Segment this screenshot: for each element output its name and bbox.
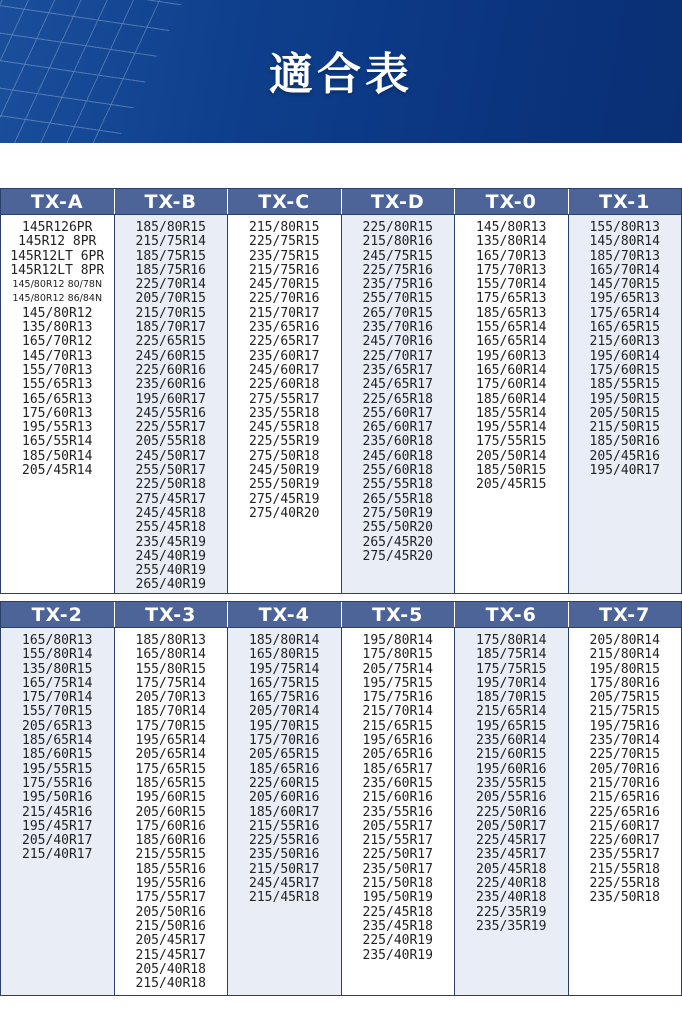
tire-size: 185/60R14 — [476, 391, 547, 407]
tire-size: 225/50R16 — [476, 804, 547, 820]
tire-size: 225/45R18 — [362, 904, 433, 920]
tire-size: 185/80R15 — [135, 220, 206, 235]
tire-size: 195/80R15 — [589, 661, 660, 677]
tire-size: 235/55R18 — [249, 405, 320, 421]
size-list-cell — [341, 628, 455, 996]
tire-size: 165/65R15 — [589, 320, 660, 336]
tire-size: 165/65R14 — [476, 334, 547, 350]
tire-size: 155/80R13 — [589, 220, 660, 235]
tire-size: 175/60R15 — [589, 362, 660, 378]
tire-size: 165/65R13 — [22, 391, 93, 407]
tire-size: 165/80R13 — [22, 633, 93, 648]
tire-size: 185/55R15 — [589, 377, 660, 393]
tire-size: 185/55R14 — [476, 405, 547, 421]
tire-size: 195/50R16 — [22, 790, 93, 806]
column-header: TX-C — [228, 189, 342, 215]
column-header: TX-7 — [568, 602, 682, 628]
tire-size: 245/60R17 — [249, 362, 320, 378]
size-list-cell — [1, 215, 115, 594]
tire-size: 205/50R17 — [476, 818, 547, 834]
tire-size: 265/45R20 — [362, 534, 433, 550]
column-header: TX-4 — [228, 602, 342, 628]
tire-size: 225/55R16 — [249, 833, 320, 849]
tire-size: 215/65R15 — [362, 718, 433, 734]
tire-size: 175/70R14 — [22, 690, 93, 706]
tire-size: 225/50R18 — [135, 477, 206, 493]
size-list-cell — [114, 215, 228, 594]
tire-size: 145R12LT 6PR — [10, 248, 105, 264]
tire-size: 195/50R15 — [589, 391, 660, 407]
tire-size: 195/60R16 — [476, 761, 547, 777]
tire-size: 145/80R13 — [476, 220, 547, 235]
tire-size: 155/65R14 — [476, 320, 547, 336]
tire-size: 245/55R16 — [135, 405, 206, 421]
tire-size: 205/60R16 — [249, 790, 320, 806]
tire-size: 215/40R18 — [135, 976, 206, 992]
tire-size: 225/55R19 — [249, 434, 320, 450]
tire-size: 255/55R18 — [362, 477, 433, 493]
tire-size: 195/70R14 — [476, 675, 547, 691]
tire-size: 215/50R16 — [135, 918, 206, 934]
tire-size: 205/75R14 — [362, 661, 433, 677]
tire-size: 235/55R15 — [476, 775, 547, 791]
tire-size: 155/80R14 — [22, 647, 93, 663]
tire-size: 205/50R16 — [135, 904, 206, 920]
tire-size: 185/65R13 — [476, 305, 547, 321]
tire-size: 225/60R17 — [589, 833, 660, 849]
tire-size: 185/80R13 — [135, 633, 206, 648]
tire-size: 175/55R15 — [476, 434, 547, 450]
tire-size: 225/60R15 — [249, 775, 320, 791]
tire-size: 145/80R12 86/84N — [12, 293, 103, 305]
tire-size: 165/80R14 — [135, 647, 206, 663]
tire-size: 215/60R16 — [362, 790, 433, 806]
tire-size: 135/80R14 — [476, 234, 547, 250]
tire-size: 165/75R16 — [249, 690, 320, 706]
tire-size: 235/45R18 — [362, 918, 433, 934]
tire-size: 235/60R18 — [362, 434, 433, 450]
tire-size: 215/70R15 — [135, 305, 206, 321]
tire-size: 225/40R19 — [362, 933, 433, 949]
tire-size: 235/40R19 — [362, 947, 433, 963]
tire-size: 235/60R15 — [362, 775, 433, 791]
tire-size: 175/80R16 — [589, 675, 660, 691]
tire-size: 155/65R13 — [22, 377, 93, 393]
tire-size: 185/60R17 — [249, 804, 320, 820]
tire-size: 185/70R17 — [135, 320, 206, 336]
column-header: TX-0 — [455, 189, 569, 215]
tire-size: 215/55R15 — [135, 847, 206, 863]
tire-size: 195/40R17 — [589, 463, 660, 479]
tire-size: 235/60R16 — [135, 377, 206, 393]
tire-size: 175/55R17 — [135, 890, 206, 906]
tire-size: 185/70R14 — [135, 704, 206, 720]
tire-size: 235/50R17 — [362, 861, 433, 877]
tire-size: 215/65R14 — [476, 704, 547, 720]
tire-size: 165/60R14 — [476, 362, 547, 378]
tire-size: 195/65R14 — [135, 733, 206, 749]
tire-size: 145/70R13 — [22, 348, 93, 364]
tire-size: 225/75R15 — [249, 234, 320, 250]
tire-size: 175/80R14 — [476, 633, 547, 648]
tire-size: 275/50R19 — [362, 505, 433, 521]
tire-size: 185/60R16 — [135, 833, 206, 849]
tire-size: 245/50R19 — [249, 463, 320, 479]
tire-size: 165/75R15 — [249, 675, 320, 691]
tire-size: 195/70R15 — [249, 718, 320, 734]
tire-size: 205/70R13 — [135, 690, 206, 706]
tire-size: 175/65R15 — [135, 761, 206, 777]
tire-size: 205/55R16 — [476, 790, 547, 806]
tire-size: 205/65R13 — [22, 718, 93, 734]
tire-size: 205/45R14 — [22, 463, 93, 479]
tire-size: 235/35R19 — [476, 918, 547, 934]
tire-size: 255/60R18 — [362, 463, 433, 479]
tire-size: 245/75R15 — [362, 248, 433, 264]
tire-size: 275/45R17 — [135, 491, 206, 507]
tire-size: 215/50R17 — [249, 861, 320, 877]
tire-size: 225/65R16 — [589, 804, 660, 820]
tire-size: 195/55R13 — [22, 420, 93, 436]
tire-size: 235/45R17 — [476, 847, 547, 863]
tire-size: 195/65R13 — [589, 291, 660, 307]
tire-size: 235/50R18 — [589, 890, 660, 906]
tire-size: 205/65R15 — [249, 747, 320, 763]
tire-size: 175/70R15 — [135, 718, 206, 734]
tire-size: 215/70R16 — [589, 775, 660, 791]
tire-size: 245/65R17 — [362, 377, 433, 393]
tire-size: 225/55R17 — [135, 420, 206, 436]
tire-size: 225/35R19 — [476, 904, 547, 920]
size-list-cell — [228, 215, 342, 594]
tire-size: 155/80R15 — [135, 661, 206, 677]
tire-size: 215/55R17 — [362, 833, 433, 849]
tire-size: 185/75R16 — [135, 262, 206, 278]
size-list-cell — [114, 628, 228, 996]
tire-size: 175/60R13 — [22, 405, 93, 421]
tire-size: 215/75R16 — [249, 262, 320, 278]
tire-size: 225/40R18 — [476, 876, 547, 892]
tire-size: 235/55R17 — [589, 847, 660, 863]
tire-size: 145/80R12 — [22, 305, 93, 321]
tire-size: 215/80R15 — [249, 220, 320, 235]
tire-size: 215/45R18 — [249, 890, 320, 906]
tire-size: 175/70R16 — [249, 733, 320, 749]
table-body-row — [1, 215, 682, 594]
tire-size: 235/75R16 — [362, 277, 433, 293]
tire-size: 205/80R14 — [589, 633, 660, 648]
column-header: TX-1 — [568, 189, 682, 215]
column-header: TX-D — [341, 189, 455, 215]
tire-size: 235/60R17 — [249, 348, 320, 364]
tire-size: 195/75R14 — [249, 661, 320, 677]
tire-size: 215/50R15 — [589, 420, 660, 436]
table-body-row — [1, 628, 682, 996]
tire-size: 245/60R18 — [362, 448, 433, 464]
tire-size: 215/40R17 — [22, 847, 93, 863]
tire-size: 175/55R16 — [22, 775, 93, 791]
tire-size: 135/80R15 — [22, 661, 93, 677]
tire-size: 275/40R20 — [249, 505, 320, 521]
tire-size: 185/70R15 — [476, 690, 547, 706]
tire-size: 255/60R17 — [362, 405, 433, 421]
tire-size: 205/50R14 — [476, 448, 547, 464]
tire-size: 235/60R14 — [476, 733, 547, 749]
size-list-cell — [568, 215, 682, 594]
tire-size: 275/55R17 — [249, 391, 320, 407]
size-list-cell — [568, 628, 682, 996]
tire-size: 175/80R15 — [362, 647, 433, 663]
tire-size: 215/70R17 — [249, 305, 320, 321]
tire-size: 225/50R17 — [362, 847, 433, 863]
size-list-cell — [228, 628, 342, 996]
tire-size: 245/45R17 — [249, 876, 320, 892]
tire-size: 255/50R17 — [135, 463, 206, 479]
tire-size: 225/70R16 — [249, 291, 320, 307]
tire-size: 225/70R14 — [135, 277, 206, 293]
page-title: 適合表 — [269, 49, 413, 100]
size-list-cell — [341, 215, 455, 594]
tire-size: 215/80R14 — [589, 647, 660, 663]
tire-size: 195/65R15 — [476, 718, 547, 734]
tire-size: 145R12 8PR — [18, 234, 97, 250]
tire-size: 265/40R19 — [135, 577, 206, 593]
tire-size: 185/80R14 — [249, 633, 320, 648]
tire-size: 225/75R16 — [362, 262, 433, 278]
tire-size: 215/60R13 — [589, 334, 660, 350]
size-list-cell — [455, 215, 569, 594]
tire-size: 185/75R15 — [135, 248, 206, 264]
tire-size: 245/50R17 — [135, 448, 206, 464]
tire-size: 255/50R20 — [362, 520, 433, 536]
column-header: TX-B — [114, 189, 228, 215]
size-list-cell — [1, 628, 115, 996]
tire-size: 275/50R18 — [249, 448, 320, 464]
tire-size: 185/50R15 — [476, 463, 547, 479]
tire-size: 245/70R16 — [362, 334, 433, 350]
tire-size: 205/45R18 — [476, 861, 547, 877]
tire-size: 155/70R15 — [22, 704, 93, 720]
fitment-table-1 — [0, 188, 682, 594]
tire-size: 215/50R18 — [362, 876, 433, 892]
tire-size: 235/70R16 — [362, 320, 433, 336]
tire-size: 255/70R15 — [362, 291, 433, 307]
tire-size: 195/75R15 — [362, 675, 433, 691]
tire-size: 245/55R18 — [249, 420, 320, 436]
tire-size: 175/65R13 — [476, 291, 547, 307]
tire-size: 235/40R18 — [476, 890, 547, 906]
tire-size: 235/75R15 — [249, 248, 320, 264]
tire-size: 265/55R18 — [362, 491, 433, 507]
tire-size: 205/45R16 — [589, 448, 660, 464]
tire-size: 205/50R15 — [589, 405, 660, 421]
column-header: TX-5 — [341, 602, 455, 628]
tire-size: 225/65R18 — [362, 391, 433, 407]
tire-size: 205/70R14 — [249, 704, 320, 720]
tire-size: 185/75R14 — [476, 647, 547, 663]
tire-size: 205/45R17 — [135, 933, 206, 949]
tire-size: 215/65R16 — [589, 790, 660, 806]
tire-size: 225/45R17 — [476, 833, 547, 849]
tire-size: 155/70R14 — [476, 277, 547, 293]
tire-size: 265/70R15 — [362, 305, 433, 321]
tire-size: 225/70R15 — [589, 747, 660, 763]
tire-size: 195/55R16 — [135, 876, 206, 892]
fitment-table-2 — [0, 601, 682, 996]
tire-size: 205/65R14 — [135, 747, 206, 763]
column-header: TX-3 — [114, 602, 228, 628]
tire-size: 165/80R15 — [249, 647, 320, 663]
tire-size: 165/70R14 — [589, 262, 660, 278]
tire-size: 215/45R17 — [135, 947, 206, 963]
tire-size: 275/45R19 — [249, 491, 320, 507]
tire-size: 145/80R12 80/78N — [12, 279, 103, 291]
table-header-row — [1, 189, 682, 215]
tire-size: 225/65R17 — [249, 334, 320, 350]
tire-size: 195/80R14 — [362, 633, 433, 648]
tire-size: 215/70R14 — [362, 704, 433, 720]
tire-size: 225/80R15 — [362, 220, 433, 235]
tire-size: 245/40R19 — [135, 548, 206, 564]
tire-size: 135/80R13 — [22, 320, 93, 336]
tire-size: 185/65R16 — [249, 761, 320, 777]
tire-size: 145/80R14 — [589, 234, 660, 250]
tire-size: 195/50R19 — [362, 890, 433, 906]
tire-size: 175/75R16 — [362, 690, 433, 706]
tire-size: 195/55R14 — [476, 420, 547, 436]
tire-size: 255/40R19 — [135, 563, 206, 579]
tire-size: 195/60R13 — [476, 348, 547, 364]
tire-size: 145R12LT 8PR — [10, 262, 105, 278]
tire-size: 205/55R17 — [362, 818, 433, 834]
tire-size: 205/65R16 — [362, 747, 433, 763]
tire-size: 185/65R17 — [362, 761, 433, 777]
tire-size: 205/55R18 — [135, 434, 206, 450]
tire-size: 265/60R17 — [362, 420, 433, 436]
tire-size: 205/70R15 — [135, 291, 206, 307]
tire-size: 165/55R14 — [22, 434, 93, 450]
tire-size: 255/45R18 — [135, 520, 206, 536]
tire-size: 225/55R18 — [589, 876, 660, 892]
tire-size: 205/60R15 — [135, 804, 206, 820]
tire-size: 175/75R15 — [476, 661, 547, 677]
tire-size: 205/70R16 — [589, 761, 660, 777]
tire-size: 175/65R14 — [589, 305, 660, 321]
tire-size: 195/55R15 — [22, 761, 93, 777]
column-header: TX-2 — [1, 602, 115, 628]
tire-size: 215/55R16 — [249, 818, 320, 834]
tire-size: 235/65R16 — [249, 320, 320, 336]
tire-size: 215/55R18 — [589, 861, 660, 877]
tire-size: 235/70R14 — [589, 733, 660, 749]
tire-size: 245/70R15 — [249, 277, 320, 293]
tire-size: 155/70R13 — [22, 362, 93, 378]
size-list-cell — [455, 628, 569, 996]
tire-size: 205/40R18 — [135, 961, 206, 977]
tire-size: 215/45R16 — [22, 804, 93, 820]
tire-size: 225/70R17 — [362, 348, 433, 364]
tire-size: 225/60R16 — [135, 362, 206, 378]
tire-size: 145/70R15 — [589, 277, 660, 293]
tire-size: 175/60R14 — [476, 377, 547, 393]
tire-size: 275/45R20 — [362, 548, 433, 564]
tire-size: 175/70R13 — [476, 262, 547, 278]
tire-size: 165/70R13 — [476, 248, 547, 264]
tire-size: 185/55R16 — [135, 861, 206, 877]
header-banner — [0, 0, 682, 143]
tire-size: 215/60R17 — [589, 818, 660, 834]
tire-size: 165/75R14 — [22, 675, 93, 691]
tire-size: 215/60R15 — [476, 747, 547, 763]
tire-size: 205/75R15 — [589, 690, 660, 706]
tire-size: 215/75R15 — [589, 704, 660, 720]
tire-size: 235/65R17 — [362, 362, 433, 378]
tire-size: 235/55R16 — [362, 804, 433, 820]
tire-size: 175/60R16 — [135, 818, 206, 834]
tire-size: 185/60R15 — [22, 747, 93, 763]
tire-size: 145R126PR — [22, 220, 93, 235]
tire-size: 175/75R14 — [135, 675, 206, 691]
tire-size: 235/45R19 — [135, 534, 206, 550]
tire-size: 245/45R18 — [135, 505, 206, 521]
tire-size: 205/40R17 — [22, 833, 93, 849]
tire-size: 195/45R17 — [22, 818, 93, 834]
tire-size: 195/75R16 — [589, 718, 660, 734]
tire-size: 185/50R16 — [589, 434, 660, 450]
tire-size: 225/65R15 — [135, 334, 206, 350]
column-header: TX-A — [1, 189, 115, 215]
tire-size: 195/60R15 — [135, 790, 206, 806]
tire-size: 255/50R19 — [249, 477, 320, 493]
tire-size: 185/50R14 — [22, 448, 93, 464]
table-header-row — [1, 602, 682, 628]
tire-size: 235/50R16 — [249, 847, 320, 863]
tire-size: 225/60R18 — [249, 377, 320, 393]
tire-size: 215/80R16 — [362, 234, 433, 250]
tire-size: 185/65R15 — [135, 775, 206, 791]
tire-size: 185/70R13 — [589, 248, 660, 264]
tire-size: 195/60R14 — [589, 348, 660, 364]
tire-size: 245/60R15 — [135, 348, 206, 364]
column-header: TX-6 — [455, 602, 569, 628]
tire-size: 195/65R16 — [362, 733, 433, 749]
tire-size: 205/45R15 — [476, 477, 547, 493]
tire-size: 185/65R14 — [22, 733, 93, 749]
tire-size: 195/60R17 — [135, 391, 206, 407]
tire-size: 215/75R14 — [135, 234, 206, 250]
tire-size: 165/70R12 — [22, 334, 93, 350]
